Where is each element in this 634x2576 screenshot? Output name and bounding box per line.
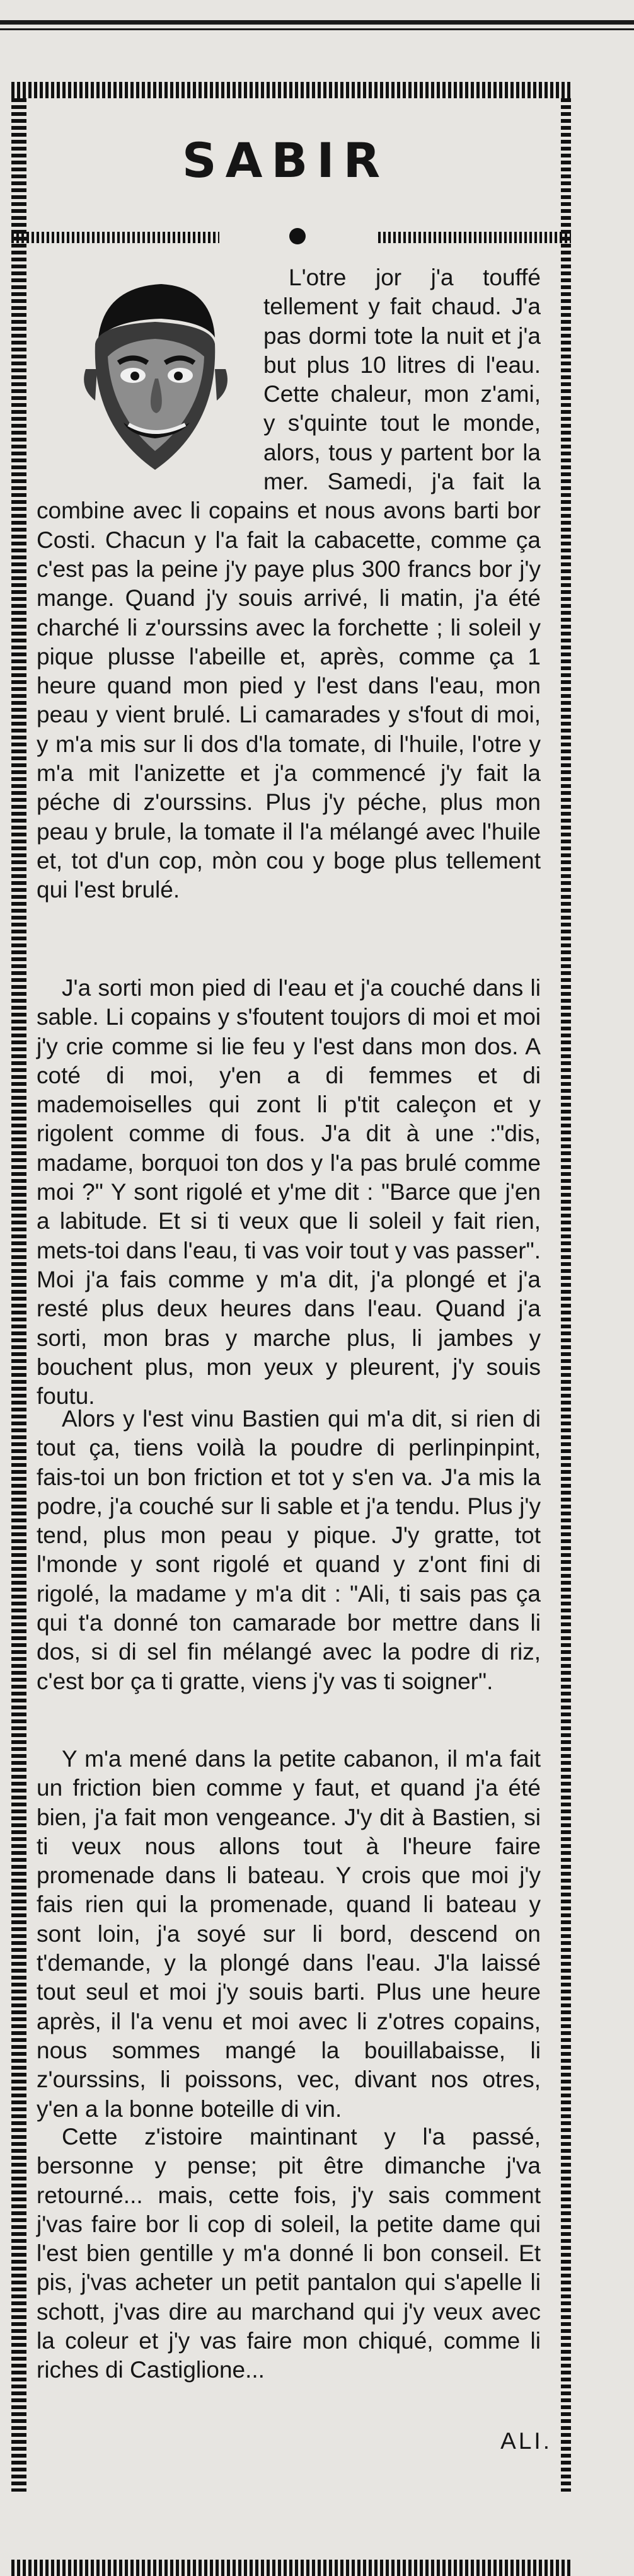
column-title: SABIR	[182, 132, 389, 188]
paragraph-1-text: L'otre jor j'a touffé tellement y fait chaud. J'a pas dormi tote la nuit et j'a but plus 10 litres di l'eau. Cette chaleur, mon z'ami, y s'quinte tout le monde, alors, tous y partent bor la mer. Samedi, j'a fait la combine avec li copains et nous avons barti bor Costi. Chacun y l'a fait la cabacette, comme ça c'est pas la peine j'y paye plus 300 francs bor j'y mange. Quand j'y souis arrivé, li matin, j'a été charché li z'ourssins avec la forchette ; li soleil y pique plusse l'abeille et, après, comme ça 1 heure quand mon pied y l'est dans l'eau, mon peau y vient brulé. Li camarades y s'fout di moi, y m'a mis sur li dos d'la tomate, di l'huile, l'otre y m'a mit l'anizette et j'a commencé j'y fait la péche di z'ourssins. Plus j'y péche, plus mon peau y brule, la tomate il l'a mélangé avec l'huile et, tot d'un cop, mòn cou y boge plus tellement qui l'est brulé.	[37, 265, 541, 903]
paragraph-2: J'a sorti mon pied di l'eau et j'a couché dans li sable. Li copains y s'foutent toujors di moi et moi j'y crie comme si lie feu y l'est dans mon dos. A coté di moi, y'en a di femmes et di mademoiselles qui zont li p'tit caleçon et y rigolent comme di fous. J'a dit à une :"dis, madame, borquoi ton dos y l'a pas brulé comme moi ?" Y sont rigolé et y'me dit : "Barce que j'en a labitude. Et si ti veux que li soleil y fait rien, mets-toi dans l'eau, ti vas voir tout y vas passer". Moi j'a fais comme y m'a dit, j'a plongé et j'a resté plus deux heures dans l'eau. Quand j'a sorti, mon bras y marche plus, li jambes y bouchent plus, mon yeux y pleurent, j'y souis foutu.	[37, 975, 541, 1410]
signature: ALI.	[500, 2428, 552, 2454]
title-separator-right	[378, 232, 571, 243]
paragraph-4: Y m'a mené dans la petite cabanon, il m'a fait un friction bien comme y faut, et quand j'a été bien, j'a fait mon vengeance. J'y dit à Bastien, si ti veux nous allons tout à l'heure faire promenade dans li bateau. Y crois que moi j'y fais rien qui la promenade, quand li bateau y sont loin, j'a soyé sur li bord, descend on t'demande, y la plongé dans l'eau. J'la laissé tout seul et moi j'y souis barti. Plus une heure après, il l'a venu et moi avec li z'otres copains, nous sommes mangé la bouillabaisse, li z'ourssins, li poissons, vec, divant nos otres, y'en a la bonne boteille di vin.	[37, 1746, 541, 2122]
title-separator-dot	[289, 228, 306, 244]
portrait-spacer	[37, 263, 263, 496]
paragraph-1	[37, 263, 541, 905]
frame-right-border	[561, 98, 571, 2492]
frame-left-border	[11, 98, 26, 2492]
title-separator-left	[11, 232, 219, 243]
paragraph-5: Cette z'istoire maintinant y l'a passé, bersonne y pense; pit être dimanche j'va retourné... mais, cette fois, j'y sais comment j'vas faire bor li cop di soleil, la petite dame qui l'est bien gentille y m'a donné li bon conseil. Et pis, j'vas acheter un petit pantalon qui s'apelle li schott, j'vas dire au marchand qui j'y veux avec la coleur et j'y vas faire mon chiqué, comme li riches di Castiglione...	[37, 2124, 541, 2383]
top-rule-thick	[0, 20, 634, 25]
top-rule-thin	[0, 28, 634, 30]
frame-top-border	[11, 82, 571, 98]
paragraph-3: Alors y l'est vinu Bastien qui m'a dit, si rien di tout ça, tiens voilà la poudre di perlinpinpint, fais-toi un bon friction et tot y s'en va. J'a mis la podre, j'a couché sur li sable et j'a tendu. Plus j'y tend, plus mon peau y pique. J'y gratte, tot l'monde y sont rigolé et quand y z'ont fini di rigolé, la madame y m'a dit : "Ali, ti sais pas ça qui t'a donné ton camarade bor mettre dans li dos, si di sel fin mélangé avec la podre di riz, c'est bor ça ti gratte, viens j'y vas ti soigner".	[37, 1406, 541, 1694]
frame-bottom-border	[11, 2560, 571, 2576]
